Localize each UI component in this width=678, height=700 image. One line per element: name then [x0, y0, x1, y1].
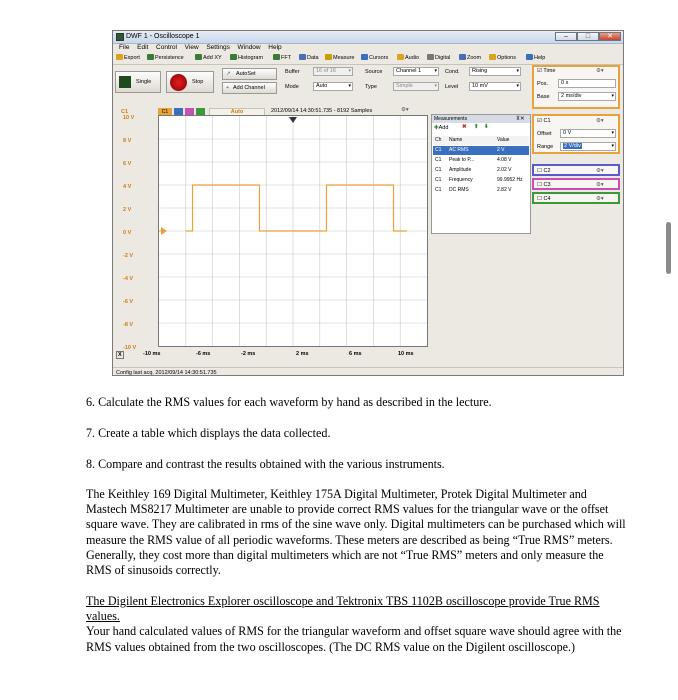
chevron-down-icon: ▾	[348, 68, 351, 74]
channel-tag: C1	[121, 109, 129, 115]
y-tick-label: 0 V	[123, 230, 132, 236]
measurement-row[interactable]	[433, 156, 529, 165]
zoom-icon	[459, 54, 466, 60]
measurement-name: AC RMS	[449, 147, 469, 153]
panel-close-icon[interactable]: ⊼✕	[516, 116, 525, 122]
c2-channel-panel	[532, 164, 620, 176]
c1-label: C1	[543, 118, 551, 124]
measurement-name: DC RMS	[449, 187, 469, 193]
control-panel	[113, 65, 623, 109]
data-button[interactable]	[299, 54, 319, 63]
measurement-ch: C1	[435, 157, 442, 163]
toolbar-label: Persistence	[155, 55, 184, 61]
buffer-label: Buffer	[285, 69, 300, 75]
audio-button[interactable]	[397, 54, 419, 63]
cursor-icon	[361, 54, 368, 60]
single-label: Single	[136, 79, 152, 85]
status-bar: Config last acq. 2012/09/14 14:30:51.735	[113, 367, 623, 376]
menu-edit[interactable]: Edit	[137, 44, 149, 51]
add-channel-button[interactable]	[222, 82, 277, 94]
xy-icon	[195, 54, 202, 60]
waveform-svg	[159, 116, 427, 346]
level-input[interactable]	[469, 82, 521, 91]
data-icon	[299, 54, 306, 60]
oscilloscope-grid[interactable]	[158, 115, 428, 347]
plot-area	[113, 107, 419, 367]
y-tick-label: 2 V	[123, 207, 132, 213]
x-tick-label: -2 ms	[241, 351, 256, 357]
cond-label: Cond.	[445, 69, 460, 75]
y-tick-label: -8 V	[123, 322, 134, 328]
type-value: Simple	[396, 83, 413, 89]
col-ch: Ch	[435, 137, 442, 143]
oscilloscope-paragraph-rest: Your hand calculated values of RMS for the triangular waveform and offset square wave should agree with the RMS values obtained from the two oscilloscopes. (The DC RMS value on the Digilent oscilloscope.)	[86, 624, 622, 654]
buffer-field[interactable]	[313, 67, 353, 76]
mode-label: Mode	[285, 84, 299, 90]
measure-icon	[325, 54, 332, 60]
menu-settings[interactable]: Settings	[206, 44, 230, 51]
item-6: 6. Calculate the RMS values for each waveform by hand as described in the lecture.	[86, 395, 492, 409]
source-value: Channel 1	[396, 68, 422, 74]
x-tick-label: 2 ms	[296, 351, 309, 357]
histogram-icon	[230, 54, 237, 60]
chevron-down-icon: ▾	[348, 83, 351, 89]
type-label: Type	[365, 84, 377, 90]
close-button[interactable]: ✕	[599, 32, 621, 41]
c4-label: C4	[543, 196, 551, 202]
y-tick-label: -10 V	[123, 345, 137, 351]
c4-channel-panel	[532, 192, 620, 204]
range-label: Range	[537, 144, 554, 150]
x-axis-tag: X	[118, 352, 122, 358]
toolbar-label: Options	[497, 55, 516, 61]
toolbar-label: Digital	[435, 55, 451, 61]
multimeter-paragraph: The Keithley 169 Digital Multimeter, Keithley 175A Digital Multimeter, Protek Digital Multimeter and Mastech MS8217 Multimeter are unable to provide correct RMS values for the triangular wave or the offset square wave. They are calibrated in rms of the sine wave only. Digital multimeters can be purchased which will measure the RMS value of all periodic waveforms. These meters are described as being “True RMS” meters. Generally, they cost more than digital multimeters which are not “True RMS” meters and only measure the RMS of sinusoids correctly.	[86, 487, 626, 578]
chevron-down-icon: ▾	[434, 68, 437, 74]
autoset-label: AutoSet	[236, 71, 256, 77]
add-measurement-button[interactable]	[434, 125, 448, 131]
digital-icon	[427, 54, 434, 60]
measurement-name: Amplitude	[449, 167, 472, 173]
mode-select[interactable]	[313, 82, 353, 91]
cursors-button[interactable]	[361, 54, 388, 63]
persistence-icon	[147, 54, 154, 60]
toolbar-label: Measure	[333, 55, 355, 61]
toolbar-label: Zoom	[467, 55, 482, 61]
cond-value: Rising	[472, 68, 488, 74]
measurements-panel	[431, 114, 531, 234]
offset-label: Offset	[537, 131, 552, 137]
toolbar-label: Help	[534, 55, 546, 61]
toolbar	[113, 53, 623, 65]
move-down-icon[interactable]: ⬇	[484, 124, 489, 130]
help-icon	[526, 54, 533, 60]
options-icon	[489, 54, 496, 60]
app-icon	[116, 33, 124, 41]
audio-icon	[397, 54, 404, 60]
fft-button[interactable]	[273, 54, 291, 63]
source-select[interactable]	[393, 67, 439, 76]
page-scrollbar[interactable]	[666, 222, 671, 274]
zoom-button[interactable]	[459, 54, 481, 63]
add-icon: ✚	[434, 125, 439, 131]
col-value: Value	[497, 137, 510, 143]
menu-view[interactable]: View	[184, 44, 199, 51]
mode-value: Auto	[316, 83, 328, 89]
measurement-ch: C1	[435, 147, 442, 153]
settings-icon[interactable]: ⚙▾	[596, 196, 604, 202]
autoset-button[interactable]	[222, 68, 277, 80]
toolbar-label: Cursors	[369, 55, 389, 61]
settings-icon[interactable]: ⚙▾	[596, 182, 604, 188]
item-8: 8. Compare and contrast the results obtained with the various instruments.	[86, 457, 445, 471]
settings-icon[interactable]: ⚙▾	[596, 68, 604, 74]
autoset-icon: ↗	[226, 71, 231, 77]
time-label: Time	[543, 68, 556, 74]
toolbar-label: Histogram	[238, 55, 264, 61]
add-xy-button[interactable]	[195, 54, 222, 63]
measurement-value: 2.02 V	[497, 167, 512, 173]
measurement-row[interactable]	[433, 176, 529, 185]
measurements-title: Measurements	[432, 115, 530, 123]
x-tick-label: -6 ms	[196, 351, 211, 357]
y-tick-label: -4 V	[123, 276, 134, 282]
buffer-value: 16 of 16	[316, 68, 336, 74]
c1-checkbox[interactable]: ☑ C1	[537, 118, 551, 124]
stop-label: Stop	[192, 79, 204, 85]
oscilloscope-paragraph-underlined: The Digilent Electronics Explorer oscilloscope and Tektronix TBS 1102B oscilloscope provide True RMS values.	[86, 594, 600, 624]
c3-label: C3	[543, 182, 551, 188]
item-7: 7. Create a table which displays the data collected.	[86, 426, 331, 440]
y-tick-label: 6 V	[123, 161, 132, 167]
toolbar-label: Data	[307, 55, 319, 61]
add-label: Add	[438, 125, 449, 131]
c3-checkbox[interactable]: ☐ C3	[537, 182, 551, 188]
c2-checkbox[interactable]: ☐ C2	[537, 168, 551, 174]
acquisition-timestamp: 2012/09/14 14:30:51.735 - 8192 Samples	[271, 108, 373, 114]
time-checkbox[interactable]: ☑ Time	[537, 68, 556, 74]
acquisition-status: Auto	[209, 108, 265, 116]
histogram-button[interactable]	[230, 54, 263, 63]
col-name: Name	[449, 137, 463, 143]
stop-button[interactable]	[166, 71, 214, 93]
level-label: Level	[445, 84, 459, 90]
offset-value: 0 V	[563, 130, 572, 136]
chevron-down-icon: ▾	[516, 83, 519, 89]
measurement-ch: C1	[435, 187, 442, 193]
measurement-value: 4.08 V	[497, 157, 512, 163]
maximize-button[interactable]: □	[577, 32, 599, 41]
measurement-value: 2.82 V	[497, 187, 512, 193]
c4-checkbox[interactable]: ☐ C4	[537, 196, 551, 202]
measure-button[interactable]	[325, 54, 354, 63]
export-icon	[116, 54, 123, 60]
measurement-name: Frequency	[449, 177, 473, 183]
range-value: 2 V/div	[564, 143, 581, 149]
trigger-position-marker	[289, 117, 297, 123]
y-tick-label: 8 V	[123, 138, 132, 144]
persistence-button[interactable]	[147, 54, 184, 63]
y-tick-label: -6 V	[123, 299, 134, 305]
y-tick-label: 10 V	[123, 115, 135, 121]
minimize-button[interactable]: –	[555, 32, 577, 41]
c1-channel-panel	[532, 114, 620, 154]
digital-button[interactable]	[427, 54, 450, 63]
settings-icon[interactable]: ⚙▾	[596, 168, 604, 174]
toolbar-label: Export	[124, 55, 140, 61]
oscilloscope-window	[112, 30, 624, 376]
cond-select[interactable]	[469, 67, 521, 76]
measurement-value: 2 V	[497, 147, 505, 153]
single-icon	[119, 76, 131, 88]
add-icon: +	[226, 85, 230, 91]
chevron-down-icon: ▾	[611, 130, 614, 136]
measurement-name: Peak to P...	[449, 157, 475, 163]
measurement-row[interactable]	[433, 186, 529, 195]
trigger-marker	[161, 227, 167, 235]
base-label: Base	[537, 94, 550, 100]
chevron-down-icon: ▾	[611, 93, 614, 99]
x-tick-label: 10 ms	[398, 351, 414, 357]
pos-value: 0 s	[561, 80, 569, 86]
menu-help[interactable]: Help	[268, 44, 282, 51]
c3-channel-panel	[532, 178, 620, 190]
settings-icon[interactable]: ⚙▾	[401, 107, 409, 113]
pos-label: Pos.	[537, 81, 549, 87]
menu-bar	[113, 43, 623, 53]
move-up-icon[interactable]: ⬆	[474, 124, 479, 130]
oscilloscope-paragraph	[86, 594, 626, 655]
measurement-ch: C1	[435, 177, 442, 183]
range-select[interactable]	[560, 142, 616, 151]
base-select[interactable]	[558, 92, 616, 101]
fft-icon	[273, 54, 280, 60]
c1-button-label: C1	[161, 109, 169, 115]
base-value: 2 ms/div	[561, 93, 582, 99]
chevron-down-icon: ▾	[434, 83, 437, 89]
chevron-down-icon: ▾	[611, 143, 614, 149]
x-tick-label: -10 ms	[143, 351, 161, 357]
measurement-value: 99.9952 Hz	[497, 177, 523, 183]
toolbar-label: Audio	[405, 55, 420, 61]
x-tick-label: 6 ms	[349, 351, 362, 357]
measurement-ch: C1	[435, 167, 442, 173]
pos-input[interactable]	[558, 79, 616, 88]
type-select[interactable]	[393, 82, 439, 91]
y-tick-label: 4 V	[123, 184, 132, 190]
menu-control[interactable]: Control	[156, 44, 177, 51]
single-button[interactable]	[115, 71, 161, 93]
add-channel-label: Add Channel	[233, 85, 265, 91]
export-button[interactable]	[116, 54, 140, 63]
level-value: 10 mV	[472, 83, 488, 89]
chevron-down-icon: ▾	[516, 68, 519, 74]
remove-icon[interactable]: ✖	[462, 124, 467, 130]
options-button[interactable]	[489, 54, 516, 63]
menu-window[interactable]: Window	[237, 44, 261, 51]
toolbar-label: FFT	[281, 55, 292, 61]
window-title: DWF 1 - Oscilloscope 1	[126, 33, 200, 40]
menu-file[interactable]: File	[119, 44, 130, 51]
measurement-row[interactable]	[433, 146, 529, 155]
y-tick-label: -2 V	[123, 253, 134, 259]
measurement-row[interactable]	[433, 166, 529, 175]
source-label: Source	[365, 69, 383, 75]
help-button[interactable]	[526, 54, 545, 63]
measurements-header	[433, 136, 529, 145]
settings-icon[interactable]: ⚙▾	[596, 118, 604, 124]
stop-icon	[170, 74, 187, 91]
time-panel	[532, 65, 620, 109]
toolbar-label: Add XY	[203, 55, 222, 61]
c2-label: C2	[543, 168, 551, 174]
offset-input[interactable]	[560, 129, 616, 138]
